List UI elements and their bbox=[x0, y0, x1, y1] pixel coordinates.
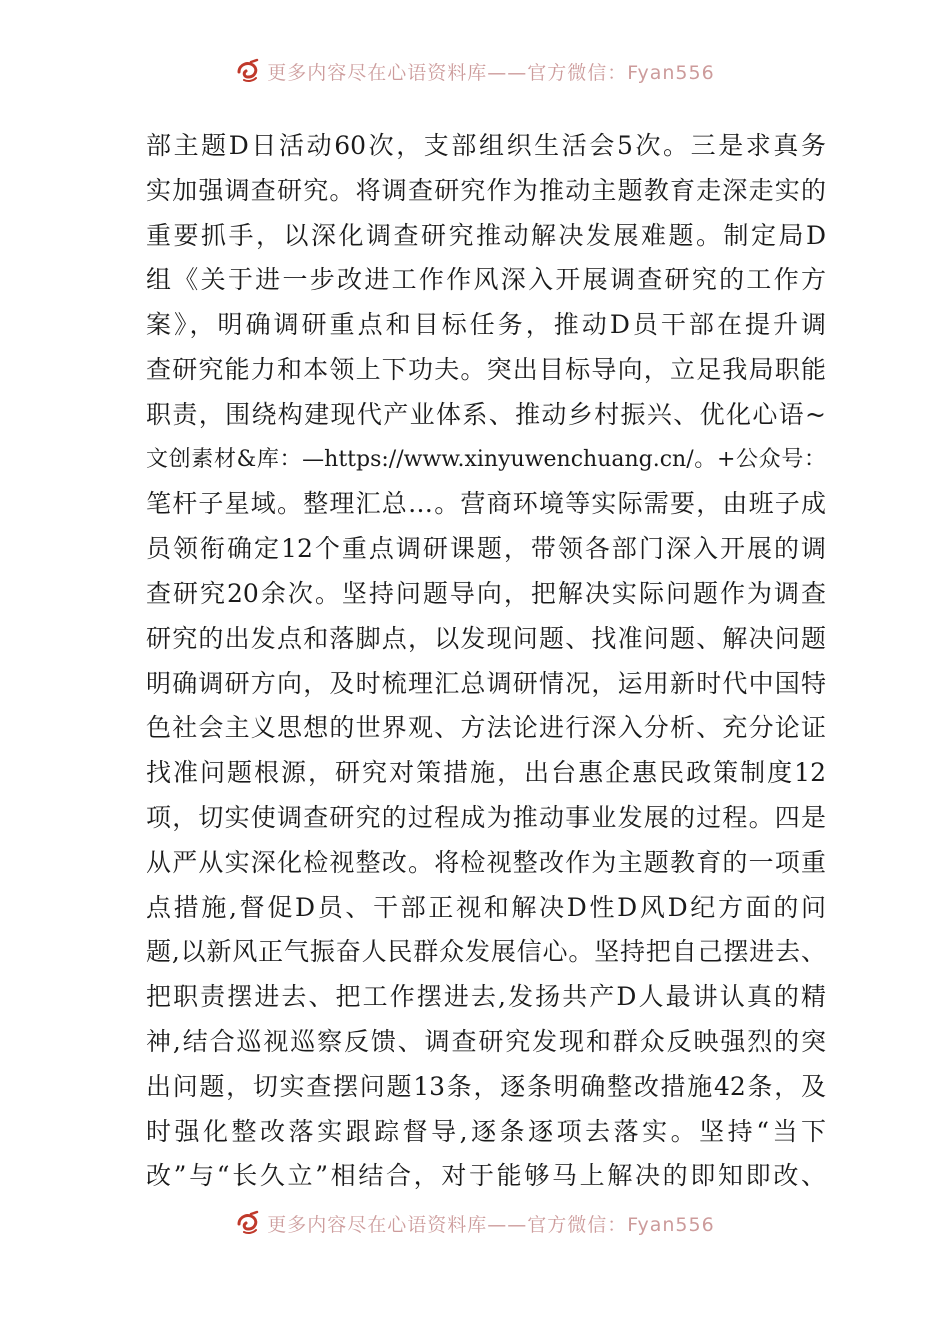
body-text-line: 色社会主义思想的世界观、方法论进行深入分析、充分论证 bbox=[146, 713, 826, 743]
body-text-line: 从严从实深化检视整改。将检视整改作为主题教育的一项重 bbox=[146, 847, 826, 877]
body-text-line: 研究的出发点和落脚点，以发现问题、找准问题、解决问题 bbox=[146, 623, 826, 653]
body-text-line: 把职责摆进去、把工作摆进去,发扬共产D人最讲认真的精 bbox=[146, 982, 826, 1012]
footer-watermark-text: 更多内容尽在心语资料库——官方微信：Fyan556 bbox=[267, 1213, 715, 1236]
body-text-line: 点措施,督促D员、干部正视和解决D性D风D纪方面的问 bbox=[146, 892, 826, 922]
document-body bbox=[146, 124, 826, 1199]
body-text-line: 查研究20余次。坚持问题导向，把解决实际问题作为调查 bbox=[146, 578, 826, 608]
body-text-line: 部主题D日活动60次，支部组织生活会5次。三是求真务 bbox=[146, 131, 826, 160]
swirl-logo-icon bbox=[235, 58, 261, 84]
body-text-line: 时强化整改落实跟踪督导,逐条逐项去落实。坚持“当下 bbox=[146, 1116, 826, 1146]
header-watermark-text: 更多内容尽在心语资料库——官方微信：Fyan556 bbox=[267, 61, 715, 84]
body-text-line: 实加强调查研究。将调查研究作为推动主题教育走深走实的 bbox=[146, 175, 826, 205]
body-text-line: 明确调研方向，及时梳理汇总调研情况，运用新时代中国特 bbox=[146, 668, 826, 698]
footer-watermark-banner bbox=[0, 1206, 950, 1240]
body-text-line: 组《关于进一步改进工作作风深入开展调查研究的工作方 bbox=[146, 265, 826, 295]
body-text-line: 项，切实使调查研究的过程成为推动事业发展的过程。四是 bbox=[146, 802, 826, 832]
body-text-line: 职责，围绕构建现代产业体系、推动乡村振兴、优化心语~ bbox=[146, 399, 826, 429]
body-text-line: 改”与“长久立”相结合，对于能够马上解决的即知即改、 bbox=[146, 1161, 826, 1191]
body-text-line: 案》，明确调研重点和目标任务，推动D员干部在提升调 bbox=[146, 310, 826, 340]
body-text-line: 员领衔确定12个重点调研课题，带领各部门深入开展的调 bbox=[146, 534, 826, 564]
body-text-line: 重要抓手，以深化调查研究推动解决发展难题。制定局D bbox=[146, 220, 826, 250]
body-text-line: 题,以新风正气振奋人民群众发展信心。坚持把自己摆进去、 bbox=[146, 937, 826, 967]
body-text-line: 神,结合巡视巡察反馈、调查研究发现和群众反映强烈的突 bbox=[146, 1026, 826, 1056]
body-text-line: 笔杆子星域。整理汇总…。营商环境等实际需要，由班子成 bbox=[146, 489, 826, 519]
body-text-line: 找准问题根源，研究对策措施，出台惠企惠民政策制度12 bbox=[146, 758, 826, 788]
header-watermark-banner bbox=[0, 54, 950, 88]
swirl-logo-icon bbox=[235, 1210, 261, 1236]
body-text-line: 文创素材&库：—https://www.xinyuwenchuang.cn/。+公众号： bbox=[146, 446, 826, 472]
body-text-line: 出问题，切实查摆问题13条，逐条明确整改措施42条，及 bbox=[146, 1071, 826, 1101]
body-text-line: 查研究能力和本领上下功夫。突出目标导向，立足我局职能 bbox=[146, 354, 826, 384]
